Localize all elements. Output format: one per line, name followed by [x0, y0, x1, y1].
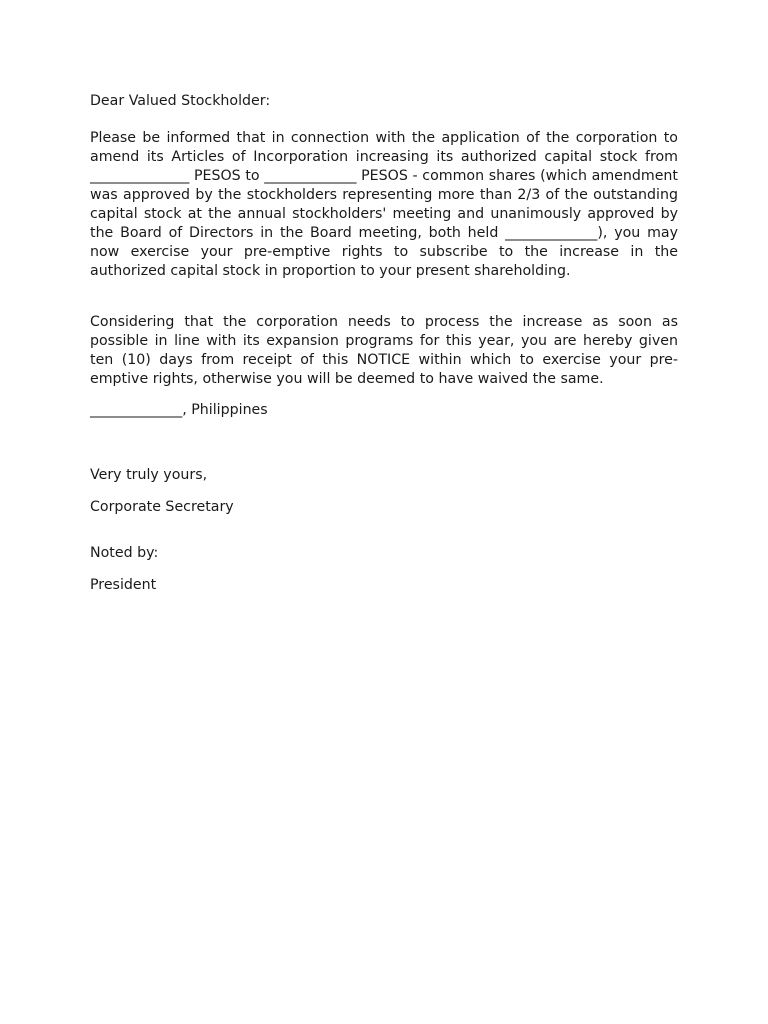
noted-signatory-title: President: [90, 577, 157, 593]
place-line: _____________, Philippines: [90, 402, 268, 418]
paragraph-rights-offering: Please be informed that in connection with the application of the corporation to amend its Articles of Incorporation increasing its authorized capital stock from ______________ PESOS to _____________ PESOS - common shares (which amendment was approved by the stockholders representing more than 2/3 of the outstanding capital stock at the annual stockholders' meeting and unanimously approved by the Board of Directors in the Board meeting, both held _____________), you may now exercise your pre-emptive rights to subscribe to the increase in the authorized capital stock in proportion to your present shareholding.: [90, 130, 678, 279]
paragraph-exercise-period: Considering that the corporation needs to process the increase as soon as possible in line with its expansion programs for this year, you are hereby given ten (10) days from receipt of this NOTICE within which to exercise your pre-emptive rights, otherwise you will be deemed to have waived the same.: [90, 314, 678, 387]
salutation: Dear Valued Stockholder:: [90, 93, 271, 109]
closing: Very truly yours,: [90, 467, 208, 483]
noted-by-label: Noted by:: [90, 545, 159, 561]
signatory-title: Corporate Secretary: [90, 499, 234, 515]
letter-body: [90, 92, 678, 595]
